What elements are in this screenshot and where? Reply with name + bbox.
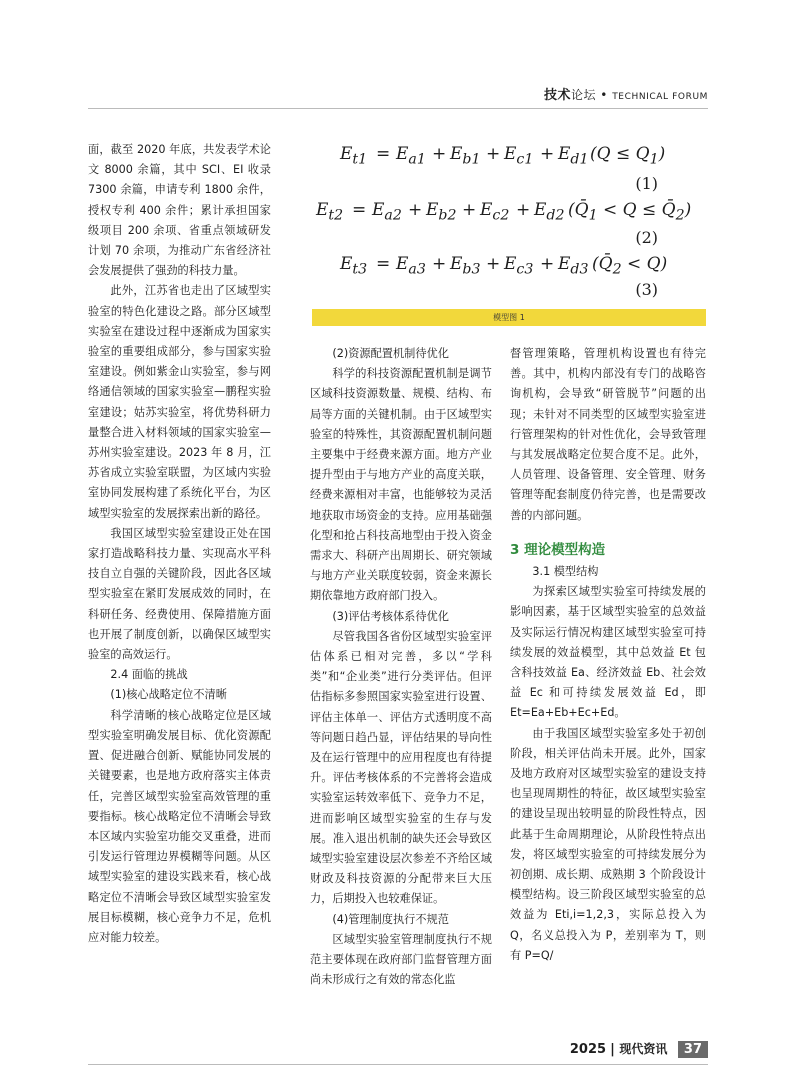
subsubsection-heading: (1)核心战略定位不清晰	[110, 688, 227, 702]
header-english: TECHNICAL FORUM	[612, 92, 708, 102]
paragraph: 科学的科技资源配置机制是调节区域科技资源数量、规模、结构、布局等方面的关键机制。由于区域型实验室的特殊性，其资源配置机制问题主要集中于经费来源方面。地方产业提升型由于与地方产业的高度关联，经费来源相对丰富，也能够较为灵活地获取市场资金的支持。应用基础强化型和抢占科技高地型由于投入资金需求大、科研产出周期长、研究领域与地方产业关联度较弱，资金来源长期依靠地方政府部门投入。	[310, 367, 492, 603]
page-number: 37	[678, 1041, 708, 1058]
header-category-rest: 论坛	[570, 88, 596, 102]
column-middle	[310, 344, 492, 991]
section-heading: 3 理论模型构造	[510, 541, 606, 558]
column-right	[510, 344, 706, 966]
formula-number: (1)	[635, 174, 658, 193]
formula-number: (3)	[635, 280, 658, 299]
footer-magazine-logo: 现代资讯	[619, 1042, 668, 1056]
paragraph: 区域型实验室管理制度执行不规范主要体现在政府部门监督管理方面尚未形成行之有效的常态化监	[310, 932, 492, 987]
figure-caption: 模型图 1	[312, 309, 706, 326]
paragraph: 此外，江苏省也走出了区域型实验室的特色化建设之路。部分区域型实验室在建设过程中逐渐成为国家实验室的重要组成部分，参与国家实验室建设。例如紫金山实验室，参与网络通信领域的国家实验室—鹏程实验室建设；姑苏实验室，将优势科研力量整合进入材料领域的国家实验室—苏州实验室建设。2023 年 8 月，江苏省成立实验室联盟，为区域内实验室协同发展构建了系统化平台，为区域型实验室的发展探索出新的路径。	[88, 284, 271, 520]
paragraph: 科学清晰的核心战略定位是区域型实验室明确发展目标、优化资源配置、促进融合创新、赋能协同发展的关键要素，也是地方政府落实主体责任，完善区域型实验室高效管理的重要指标。核心战略定位不清晰会导致本区域内实验室功能交叉重叠，进而引发运行管理边界模糊等问题。从区域型实验室的建设实践来看，核心战略定位不清晰会导致区域型实验室发展目标模糊，核心竞争力不足，危机应对能力较差。	[88, 708, 271, 944]
footer-year: 2025	[569, 1042, 607, 1057]
header-rule	[88, 108, 708, 109]
paragraph: 为探索区域型实验室可持续发展的影响因素，基于区域型实验室的总效益及实际运行情况构建区域型实验室可持续发展的效益模型，其中总效益 Et 包含科技效益 Ea、经济效益 Eb、社会效益 Ec 和可持续发展效益 Ed，即 Et=Ea+Eb+Ec+Ed。	[510, 585, 706, 720]
subsection-heading: 2.4 面临的挑战	[110, 668, 188, 682]
formula-block: $E_{t1}$ = $E_{a1}$ + $E_{b1}$ + $E_{c1}$ + $E_{d1}$ $(Q \le Q_1)$ (1) $E_{t2}$ = $E_{a2}$ + $E_{b2}$ + $E_{c2}$ + $E_{d2}$ ($Q̄_1 < Q$ ≤ $Q̄_2$) (2) $E_{t3}$ = $E_{a3}$ + $E_{b3}$ + $E_{c3}$ + $E_{d3}$ $(Q̄_2 < Q)$ (3)	[316, 144, 692, 299]
header-separator: •	[595, 88, 613, 102]
paragraph: 我国区域型实验室建设正处在国家打造战略科技力量、实现高水平科技自立自强的关键阶段，因此各区域型实验室在紧盯发展成效的同时，在科研任务、经费使用、保障措施方面也开展了制度创新，以确保区域型实验室的高效运行。	[88, 526, 271, 662]
page-footer	[570, 1040, 708, 1062]
paragraph: 由于我国区域型实验室多处于初创阶段，相关评估尚未开展。此外，国家及地方政府对区域型实验室的建设支持也呈现周期性的特征，故区域型实验室的建设呈现出较明显的阶段性特点，因此基于生命周期理论，从阶段性特点出发，将区域型实验室的可持续发展分为初创期、成长期、成熟期 3 个阶段设计模型结构。设三阶段区域型实验室的总效益为 Eti,i=1,2,3，实际总投入为 Q，名义总投入为 P，差别率为 T，则有 P=Q/	[510, 726, 706, 962]
header-category: 技术	[543, 88, 571, 103]
paragraph: 尽管我国各省份区域型实验室评估体系已相对完善，多以“学科类”和“企业类”进行分类评估。但评估指标多参照国家实验室进行设置、评估主体单一、评估方式透明度不高等问题日趋凸显，评估结果的导向性及在运行管理中的应用程度也有待提升。评估考核体系的不完善将会造成实验室运转效率低下、竞争力不足，进而影响区域型实验室的生存与发展。准入退出机制的缺失还会导致区域型实验室建设层次参差不齐给区域财政及科技资源的分配带来巨大压力，后期投入也较难保证。	[310, 629, 492, 906]
footer-rule	[88, 1064, 708, 1065]
subsubsection-heading: (3)评估考核体系待优化	[332, 609, 449, 623]
paragraph: 督管理策略，管理机构设置也有待完善。其中，机构内部没有专门的战略咨询机构，会导致“研管脱节”问题的出现；未针对不同类型的区域型实验室进行管理架构的针对性优化，会导致管理与其发展战略定位契合度不足。此外，人员管理、设备管理、安全管理、财务管理等配套制度仍待完善，也是需要改善的内部问题。	[510, 347, 706, 522]
formula-number: (2)	[635, 228, 658, 247]
paragraph: 面，截至 2020 年底，共发表学术论文 8000 余篇，其中 SCI、EI 收录 7300 余篇，申请专利 1800 余件，授权专利 400 余件；累计承担国家级项目 200 余项、省重点领域研发计划 70 余项，为推动广东省经济社会发展提供了强劲的科技力量。	[88, 143, 271, 278]
subsubsection-heading: (2)资源配置机制待优化	[332, 347, 449, 360]
running-header	[544, 84, 708, 103]
subsubsection-heading: (4)管理制度执行不规范	[332, 912, 449, 926]
column-left	[88, 140, 271, 948]
subsection-heading: 3.1 模型结构	[532, 565, 599, 579]
footer-separator: |	[610, 1042, 615, 1057]
